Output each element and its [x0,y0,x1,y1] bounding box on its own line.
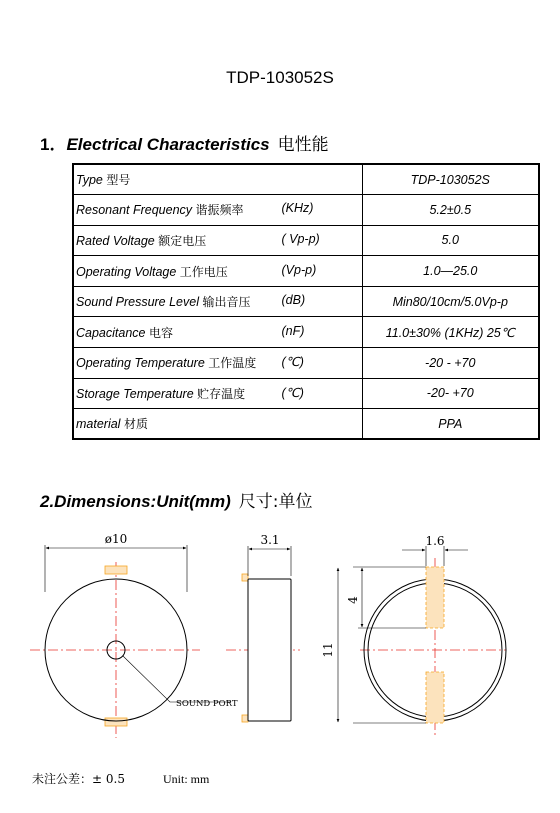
param-name: Operating Voltage [76,264,177,279]
param-cell [73,256,362,287]
param-name-cn: 谐振频率 [195,203,244,218]
pin-length-label: 4 [346,596,360,604]
value-cell: TDP-103052S [362,164,539,195]
param-name-cn: 额定电压 [158,233,207,248]
value-cell: PPA [362,409,539,440]
param-name-cn: 贮存温度 [197,386,246,401]
side-body-outline [248,579,291,721]
param-name-cn: 材质 [123,417,148,432]
side-view [226,533,300,722]
param-cell [73,164,362,195]
table-row [73,256,539,287]
param-name: Storage Temperature [76,386,194,401]
unit-note: Unit: mm [162,772,210,786]
tolerance-label: 未注公差 [32,772,81,786]
side-pin-bottom [242,715,248,722]
footer-note [32,770,209,787]
param-name: material [76,417,121,432]
section-dimensions-heading [40,487,313,512]
param-unit: ( Vp-p) [281,231,320,246]
tolerance-value: ：± 0.5 [80,772,125,786]
value-cell: 5.2±0.5 [362,195,539,226]
param-cell [73,348,362,379]
table-header-row [73,164,539,195]
pin-pad-bottom [426,672,444,723]
table-row [73,409,539,440]
param-unit: (℃) [281,355,304,370]
table-row [73,195,539,226]
param-unit: (nF) [281,323,305,338]
pin-view [321,534,506,738]
value-cell: Min80/10cm/5.0Vp-p [362,286,539,317]
param-unit: (KHz) [281,201,314,216]
param-cell [73,225,362,256]
table-row [73,286,539,317]
sound-port-label: SOUND PORT [176,699,238,709]
top-pin [105,566,127,574]
param-cell [73,317,362,348]
param-name-cn: 输出音压 [202,295,251,310]
value-cell: -20- +70 [362,378,539,409]
param-name-cn: 型号 [106,173,131,188]
section-electrical-heading [40,130,329,155]
section-title-cn: 电性能 [277,135,329,155]
value-cell: 11.0±30% (1KHz) 25℃ [362,317,539,348]
dimension-drawing [30,522,510,744]
sound-port-leader [123,656,230,702]
param-cell [73,286,362,317]
table-row [73,378,539,409]
param-name: Resonant Frequency [76,203,193,218]
bottom-pin [105,718,127,726]
value-cell: 5.0 [362,225,539,256]
param-cell [73,195,362,226]
param-name: Capacitance [76,325,146,340]
param-cell [73,378,362,409]
table-row [73,317,539,348]
electrical-spec-table [72,163,540,440]
table-row [73,348,539,379]
pin-span-label: 11 [321,642,335,658]
table-row [73,225,539,256]
param-name: Operating Temperature [76,356,205,371]
section-number: 1． [40,135,67,154]
section-title-en: Electrical Characteristics [66,135,270,154]
value-cell: -20 - +70 [362,348,539,379]
param-unit: (Vp-p) [281,262,317,277]
top-view [30,532,238,738]
param-name-cn: 电容 [148,325,173,340]
side-pin-top [242,574,248,581]
param-unit: (℃) [281,385,304,400]
param-name: Sound Pressure Level [76,295,199,310]
value-cell: 1.0—25.0 [362,256,539,287]
param-cell [73,409,362,440]
diameter-label: ø10 [104,532,128,546]
pin-pad-top [426,567,444,628]
pin-width-label: 1.6 [425,534,445,548]
param-unit: (dB) [281,293,306,308]
section-title-en: 2.Dimensions:Unit(mm) [40,492,231,511]
param-name: Rated Voltage [76,233,155,248]
param-name-cn: 工作电压 [179,264,228,279]
param-name-cn: 工作温度 [208,356,257,371]
document-title: TDP-103052S [226,68,334,87]
section-title-cn: 尺寸:单位 [238,492,313,512]
thickness-label: 3.1 [260,533,280,547]
param-name: Type [76,173,103,188]
